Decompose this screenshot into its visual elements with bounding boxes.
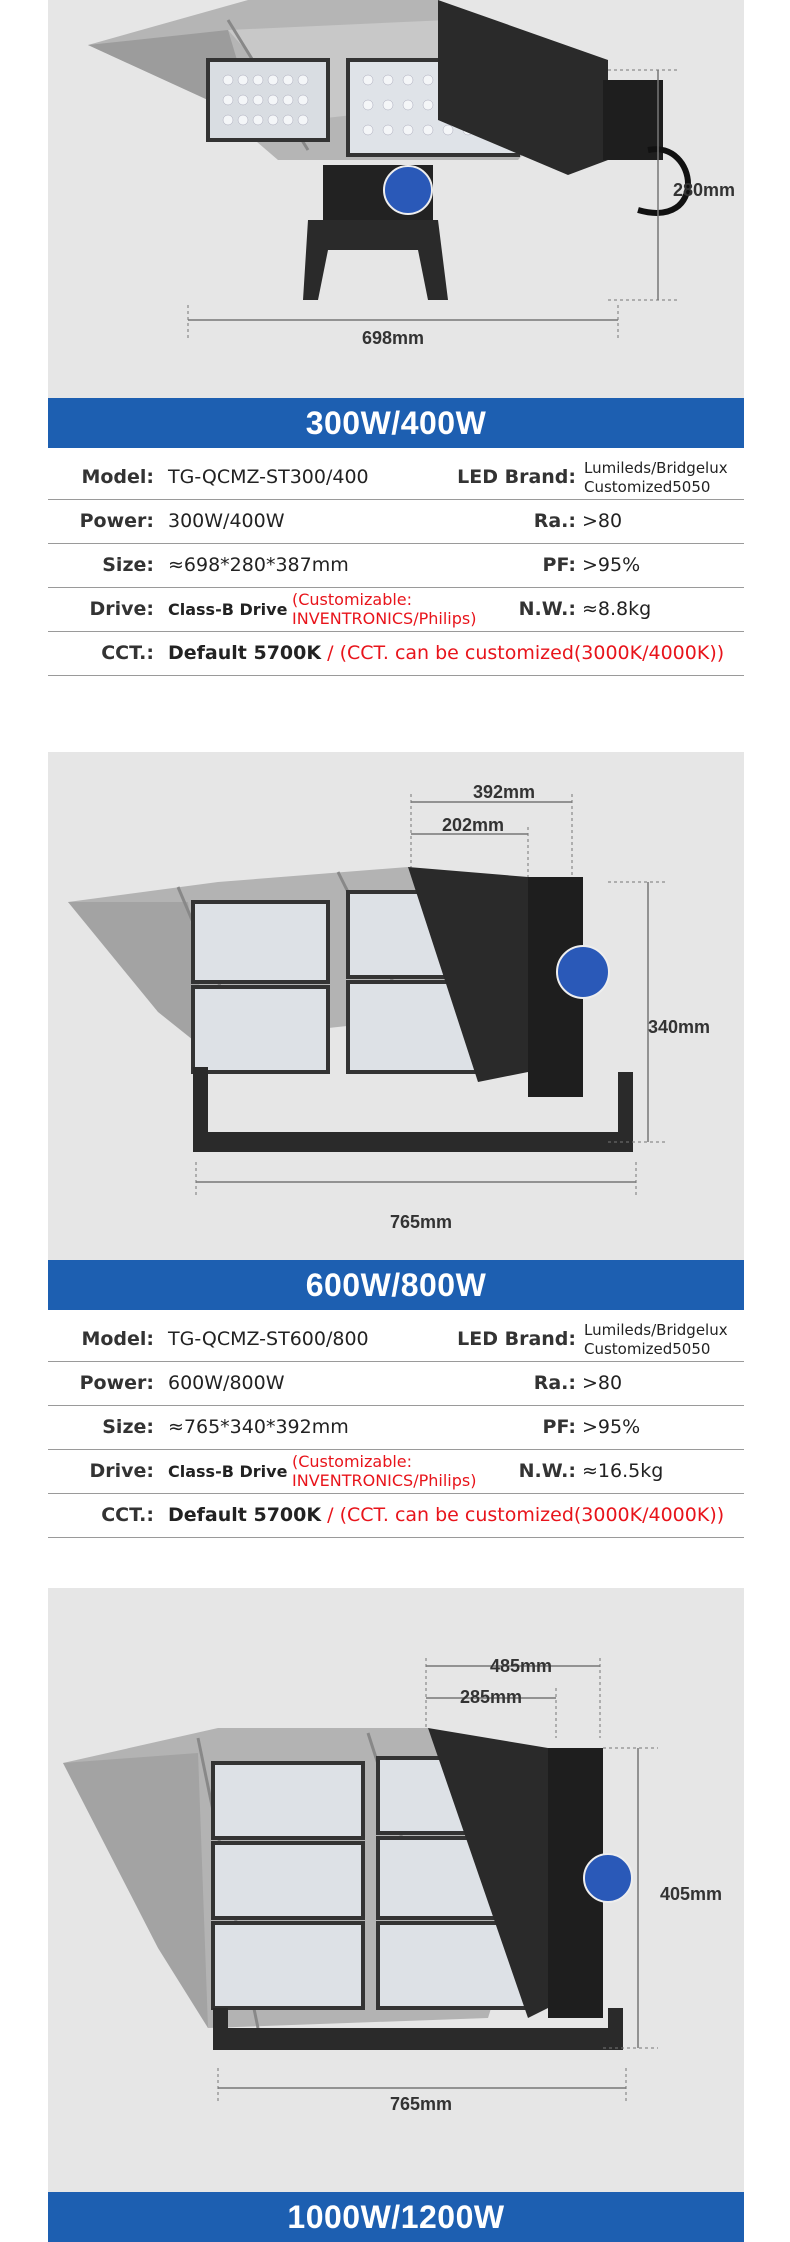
height-dimension: 280mm (673, 180, 736, 200)
cct-custom-note: / (CCT. can be customized(3000K/4000K)) (321, 642, 725, 664)
spec-row-power (48, 1362, 744, 1406)
cct-label: CCT.: (101, 1504, 154, 1526)
power-title-banner: 1000W/1200W (48, 2192, 744, 2242)
size-label: Size: (102, 554, 154, 576)
product-photo (48, 1588, 744, 2192)
size-value: ≈698*280*387mm (168, 554, 349, 576)
drive-custom-note: (Customizable: INVENTRONICS/Philips) (292, 590, 477, 628)
led-brand-value: Lumileds/Bridgelux Customized5050 (584, 1321, 728, 1358)
product-photo (48, 752, 744, 1260)
power-value: 600W/800W (168, 1372, 285, 1394)
power-title-banner: 300W/400W (48, 398, 744, 448)
spec-table (48, 456, 744, 676)
ra-label: Ra.: (533, 510, 576, 532)
nw-value: ≈8.8kg (582, 598, 652, 620)
spec-row-model (48, 456, 744, 500)
drive-label: Drive: (89, 598, 154, 620)
model-value: TG-QCMZ-ST600/800 (168, 1328, 369, 1350)
pf-label: PF: (542, 1416, 576, 1438)
size-label: Size: (102, 1416, 154, 1438)
floodlight-illustration (48, 752, 744, 1260)
pf-label: PF: (542, 554, 576, 576)
top-inner-dimension: 202mm (442, 815, 505, 835)
ra-label: Ra.: (533, 1372, 576, 1394)
model-label: Model: (81, 1328, 154, 1350)
width-dimension: 698mm (362, 328, 425, 348)
model-label: Model: (81, 466, 154, 488)
ra-value: >80 (582, 510, 623, 532)
power-label: Power: (79, 1372, 154, 1394)
product-photo (48, 0, 744, 398)
power-value: 300W/400W (168, 510, 285, 532)
size-value: ≈765*340*392mm (168, 1416, 349, 1438)
drive-value: Class-B Drive (168, 1462, 288, 1481)
power-label: Power: (79, 510, 154, 532)
spec-row-drive (48, 588, 744, 632)
drive-custom-note: (Customizable: INVENTRONICS/Philips) (292, 1452, 477, 1490)
nw-label: N.W.: (518, 1460, 576, 1482)
drive-value: Class-B Drive (168, 600, 288, 619)
cct-value: Default 5700K / (CCT. can be customized(3000K/4000K)) (168, 642, 725, 664)
height-dimension: 340mm (648, 1017, 711, 1037)
ra-value: >80 (582, 1372, 623, 1394)
width-dimension: 765mm (390, 2094, 453, 2114)
spec-row-cct (48, 632, 744, 676)
spec-row-model (48, 1318, 744, 1362)
drive-label: Drive: (89, 1460, 154, 1482)
spec-row-cct (48, 1494, 744, 1538)
pf-value: >95% (582, 1416, 641, 1438)
spec-row-size (48, 1406, 744, 1450)
pf-value: >95% (582, 554, 641, 576)
spec-row-drive (48, 1450, 744, 1494)
top-inner-dimension: 285mm (460, 1687, 523, 1707)
led-brand-label: LED Brand: (457, 1328, 576, 1350)
height-dimension: 405mm (660, 1884, 723, 1904)
cct-custom-note: / (CCT. can be customized(3000K/4000K)) (321, 1504, 725, 1526)
nw-label: N.W.: (518, 598, 576, 620)
spec-row-power (48, 500, 744, 544)
led-brand-label: LED Brand: (457, 466, 576, 488)
spec-table (48, 1318, 744, 1538)
led-brand-value: Lumileds/Bridgelux Customized5050 (584, 459, 728, 496)
top-outer-dimension: 392mm (473, 782, 536, 802)
nw-value: ≈16.5kg (582, 1460, 664, 1482)
cct-label: CCT.: (101, 642, 154, 664)
cct-value: Default 5700K / (CCT. can be customized(3000K/4000K)) (168, 1504, 725, 1526)
model-value: TG-QCMZ-ST300/400 (168, 466, 369, 488)
width-dimension: 765mm (390, 1212, 453, 1232)
spec-row-size (48, 544, 744, 588)
top-outer-dimension: 485mm (490, 1656, 553, 1676)
power-title-banner: 600W/800W (48, 1260, 744, 1310)
